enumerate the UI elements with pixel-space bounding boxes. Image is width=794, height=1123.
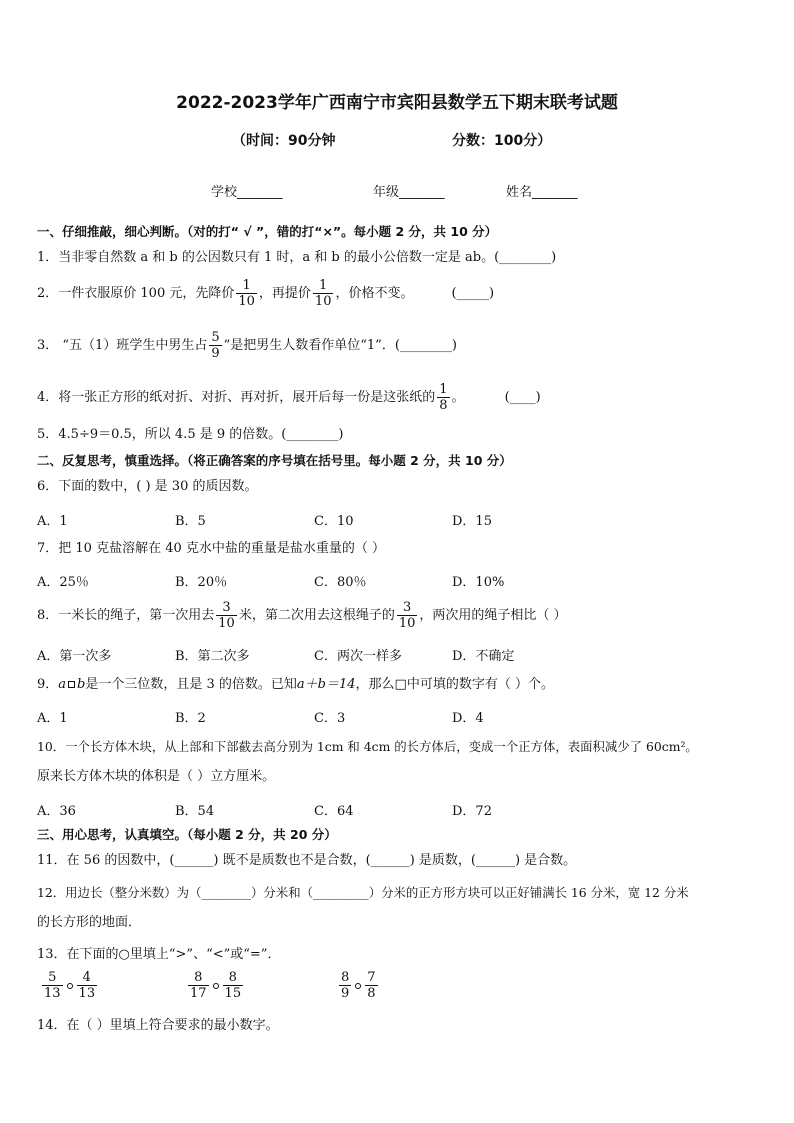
exam-title: 2022-2023学年广西南宁市宾阳县数学五下期末联考试题 (176, 93, 618, 113)
q8-frac1-num: 3 (216, 600, 237, 616)
question-14: 14．在（ ）里填上符合要求的最小数字。 (37, 1018, 279, 1033)
q2-frac1-num: 1 (236, 278, 257, 294)
grade-field: 年级_______ (373, 185, 445, 200)
q10-option-c: C．64 (314, 804, 354, 819)
q4-frac-num: 1 (439, 382, 448, 397)
q3-frac-num: 5 (211, 330, 220, 345)
exam-score: 分数：100分） (452, 133, 552, 149)
q7-option-d: D．10% (452, 575, 505, 590)
q2-frac1-den: 10 (238, 294, 255, 309)
q9-equation: a＋b＝14 (296, 677, 356, 692)
q13-p3-b-num: 7 (367, 970, 376, 985)
q2-frac2-den: 10 (314, 294, 332, 309)
q13-p3-compare-circle (355, 983, 361, 989)
q2-text-a: 2．一件衣服原价 100 元，先降价 (37, 286, 235, 301)
q13-p2-frac-a (188, 970, 209, 1001)
q4-text-b: 。 (451, 390, 465, 405)
q13-p3-frac-b (365, 970, 377, 1001)
q8-option-d: D．不确定 (452, 649, 515, 664)
q9-text-2: ，那么□中可填的数字有（ ）个。 (355, 677, 554, 692)
q13-pair-1 (40, 970, 99, 1002)
q13-p3-b-den: 8 (367, 986, 376, 1001)
question-2 (37, 278, 494, 310)
question-1: 1．当非零自然数 a 和 b 的公因数只有 1 时，a 和 b 的最小公倍数一定是 ab。(________) (37, 250, 557, 265)
question-12-line-1: 12．用边长（整分米数）为（________）分米和（_________）分米的正方形方块可以正好铺满长 16 分米，宽 12 分米 (37, 885, 689, 900)
q2-frac2-num: 1 (313, 278, 334, 294)
q10-option-d: D．72 (452, 804, 492, 819)
q13-pair-3 (337, 970, 380, 1002)
q13-p3-a-num: 8 (341, 970, 350, 985)
q13-p1-compare-circle (67, 983, 73, 989)
q8-text-a: 8．一米长的绳子，第一次用去 (37, 608, 215, 623)
q8-frac1-den: 10 (218, 616, 235, 631)
question-8 (37, 600, 567, 632)
q8-text-b: 米，第二次用去这根绳子的 (238, 608, 395, 623)
q4-frac-den: 8 (439, 398, 448, 413)
q3-text-a: 3． “五（1）班学生中男生占 (37, 338, 208, 353)
q9-option-c: C．3 (314, 711, 346, 726)
exam-time: （时间：90分钟 (232, 133, 336, 149)
section-3-heading: 三、用心思考，认真填空。（每小题 2 分，共 20 分） (37, 827, 337, 842)
q9-var-b: b (77, 677, 86, 692)
q7-option-a: A．25％ (37, 575, 89, 590)
name-field: 姓名_______ (506, 185, 578, 200)
q13-p2-frac-b (223, 970, 244, 1001)
question-5: 5．4.5÷9＝0.5，所以 4.5 是 9 的倍数。(________) (37, 427, 344, 442)
question-10-line-1: 10．一个长方体木块，从上部和下部截去高分别为 1cm 和 4cm 的长方体后，变成一个正方体，表面积减少了 60cm²。 (37, 739, 698, 754)
q8-option-c: C．两次一样多 (314, 649, 402, 664)
q9-text-1: 是一个三位数，且是 3 的倍数。已知 (85, 677, 297, 692)
q13-p1-a-den: 13 (44, 986, 61, 1001)
q3-text-b: ”是把男生人数看作单位“1”．(________) (223, 338, 457, 353)
q13-p1-b-num: 4 (77, 970, 98, 986)
q9-option-d: D．4 (452, 711, 484, 726)
q7-option-c: C．80％ (314, 575, 367, 590)
q9-blank-box (68, 681, 75, 688)
section-2-heading: 二、反复思考，慎重选择。（将正确答案的序号填在括号里。每小题 2 分，共 10 分） (37, 453, 512, 468)
question-11: 11．在 56 的因数中，(______) 既不是质数也不是合数，(______) 是质数，(______) 是合数。 (37, 853, 577, 868)
q6-option-c: C．10 (314, 514, 354, 529)
question-6: 6．下面的数中，( ) 是 30 的质因数。 (37, 479, 258, 494)
q8-frac2-num: 3 (397, 600, 418, 616)
q3-fraction (209, 330, 221, 361)
q6-option-d: D．15 (452, 514, 492, 529)
question-13: 13．在下面的○里填上“>”、“<”或“=”． (37, 947, 281, 962)
question-10-line-2: 原来长方体木块的体积是（ ）立方厘米。 (37, 769, 276, 784)
q3-frac-den: 9 (211, 346, 220, 361)
q13-p2-a-den: 17 (190, 986, 207, 1001)
q8-text-c: ，两次用的绳子相比（ ） (419, 608, 567, 623)
question-4 (37, 382, 541, 414)
q13-p3-frac-a (339, 970, 351, 1001)
q10-option-b: B．54 (175, 804, 215, 819)
q8-frac2-den: 10 (398, 616, 416, 631)
question-7: 7．把 10 克盐溶解在 40 克水中盐的重量是盐水重量的（ ） (37, 541, 386, 556)
section-1-heading: 一、仔细推敲，细心判断。（对的打“ √ ”，错的打“×”。每小题 2 分，共 10 分） (37, 224, 498, 239)
q13-p1-a-num: 5 (42, 970, 63, 986)
q2-fraction-2 (313, 278, 334, 309)
question-9 (37, 676, 554, 694)
question-12-line-2: 的长方形的地面． (37, 915, 142, 930)
q13-p1-frac-b (77, 970, 98, 1001)
q6-option-b: B．5 (175, 514, 206, 529)
q13-p2-a-num: 8 (188, 970, 209, 986)
school-field: 学校_______ (211, 185, 283, 200)
q2-text-b: ，再提价 (258, 286, 311, 301)
q13-p3-a-den: 9 (341, 986, 350, 1001)
q10-option-a: A．36 (37, 804, 76, 819)
q4-fraction (437, 382, 449, 413)
q9-number: 9． (37, 677, 59, 692)
q8-option-a: A．第一次多 (37, 649, 112, 664)
q2-text-c: ，价格不变。 (335, 286, 414, 301)
q8-option-b: B．第二次多 (175, 649, 250, 664)
q13-pair-2 (186, 970, 245, 1002)
q8-fraction-1 (216, 600, 237, 631)
q9-option-a: A．1 (37, 711, 68, 726)
q7-option-b: B．20％ (175, 575, 228, 590)
q9-var-a: a (58, 677, 67, 692)
q4-text-a: 4．将一张正方形的纸对折、对折、再对折，展开后每一份是这张纸的 (37, 390, 436, 405)
q13-p2-b-num: 8 (223, 970, 244, 986)
q13-p1-b-den: 13 (78, 986, 96, 1001)
q4-answer-blank: (____) (504, 390, 541, 405)
q8-fraction-2 (397, 600, 418, 631)
question-3 (37, 330, 457, 362)
q13-p1-frac-a (42, 970, 63, 1001)
q13-p2-compare-circle (213, 983, 219, 989)
q13-p2-b-den: 15 (224, 986, 242, 1001)
q2-answer-blank: (_____) (451, 286, 495, 301)
q6-option-a: A．1 (37, 514, 68, 529)
q9-option-b: B．2 (175, 711, 206, 726)
q2-fraction-1 (236, 278, 257, 309)
